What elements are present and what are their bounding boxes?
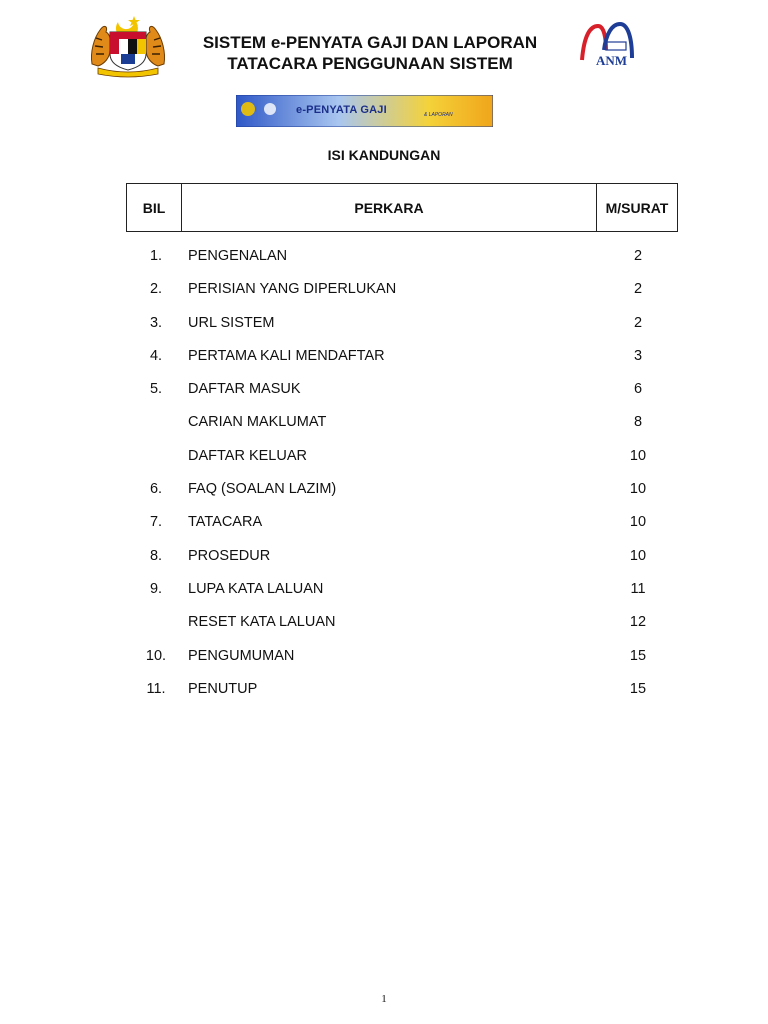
toc-row xyxy=(126,307,678,340)
toc-row xyxy=(126,240,678,273)
row-page: 15 xyxy=(629,647,647,664)
row-item: PERISIAN YANG DIPERLUKAN xyxy=(188,281,397,298)
toc-row xyxy=(126,406,678,439)
toc-row xyxy=(126,373,678,406)
row-item: URL SISTEM xyxy=(188,314,275,331)
row-page: 3 xyxy=(633,347,643,364)
toc-row xyxy=(126,673,678,706)
row-page: 15 xyxy=(629,680,647,697)
toc-row xyxy=(126,506,678,539)
row-page: 2 xyxy=(633,314,643,331)
anm-label: ANM xyxy=(596,53,628,68)
row-number: 4. xyxy=(149,347,163,364)
row-number: 3. xyxy=(149,314,163,331)
row-number: 11. xyxy=(146,680,166,697)
row-item: PENGUMUMAN xyxy=(188,647,295,664)
row-page: 10 xyxy=(629,447,647,464)
row-number: 1. xyxy=(149,248,163,264)
header-bil: BIL xyxy=(127,184,182,231)
row-item: RESET KATA LALUAN xyxy=(188,614,336,631)
row-number: 5. xyxy=(149,381,163,398)
row-number: 9. xyxy=(149,580,163,597)
row-item: PERTAMA KALI MENDAFTAR xyxy=(188,347,385,364)
toc-row xyxy=(126,606,678,639)
row-item: PENUTUP xyxy=(188,680,258,697)
row-page: 10 xyxy=(629,547,647,564)
row-page: 11 xyxy=(630,580,646,597)
banner-subtitle: & LAPORAN xyxy=(424,112,453,118)
row-page: 12 xyxy=(629,614,647,631)
row-number: 6. xyxy=(149,481,163,498)
page-number: 1 xyxy=(381,993,387,1005)
row-item: PENGENALAN xyxy=(188,248,288,264)
row-number: 2. xyxy=(149,281,163,298)
row-page: 8 xyxy=(633,414,643,431)
header-perkara: PERKARA xyxy=(182,184,597,231)
row-number: 8. xyxy=(149,547,163,564)
row-number: 7. xyxy=(149,514,163,531)
row-page: 10 xyxy=(629,481,647,498)
row-item: PROSEDUR xyxy=(188,547,271,564)
toc-title: ISI KANDUNGAN xyxy=(327,147,441,163)
title-line-2: TATACARA PENGGUNAAN SISTEM xyxy=(227,54,513,73)
title-line-1: SISTEM e-PENYATA GAJI DAN LAPORAN xyxy=(202,33,538,52)
row-item: DAFTAR MASUK xyxy=(188,381,301,398)
coat-of-arms-logo xyxy=(88,14,168,78)
toc-row xyxy=(126,273,678,306)
row-page: 10 xyxy=(629,514,647,531)
toc-row xyxy=(126,473,678,506)
banner-title: e-PENYATA GAJI xyxy=(296,104,387,116)
header-msurat: M/SURAT xyxy=(605,199,669,216)
toc-row xyxy=(126,640,678,673)
toc-header-row xyxy=(126,183,678,232)
row-page: 2 xyxy=(633,248,643,264)
toc-row xyxy=(126,440,678,473)
toc-row xyxy=(126,340,678,373)
row-page: 2 xyxy=(633,281,643,298)
toc-row xyxy=(126,573,678,606)
row-item: CARIAN MAKLUMAT xyxy=(188,414,327,431)
row-item: LUPA KATA LALUAN xyxy=(188,580,324,597)
row-item: DAFTAR KELUAR xyxy=(188,447,307,464)
row-number: 10. xyxy=(145,647,167,664)
toc-row xyxy=(126,540,678,573)
row-item: FAQ (SOALAN LAZIM) xyxy=(188,481,337,498)
document-title xyxy=(170,32,570,74)
toc-list xyxy=(126,240,678,706)
row-item: TATACARA xyxy=(188,514,263,531)
row-page: 6 xyxy=(633,381,643,398)
